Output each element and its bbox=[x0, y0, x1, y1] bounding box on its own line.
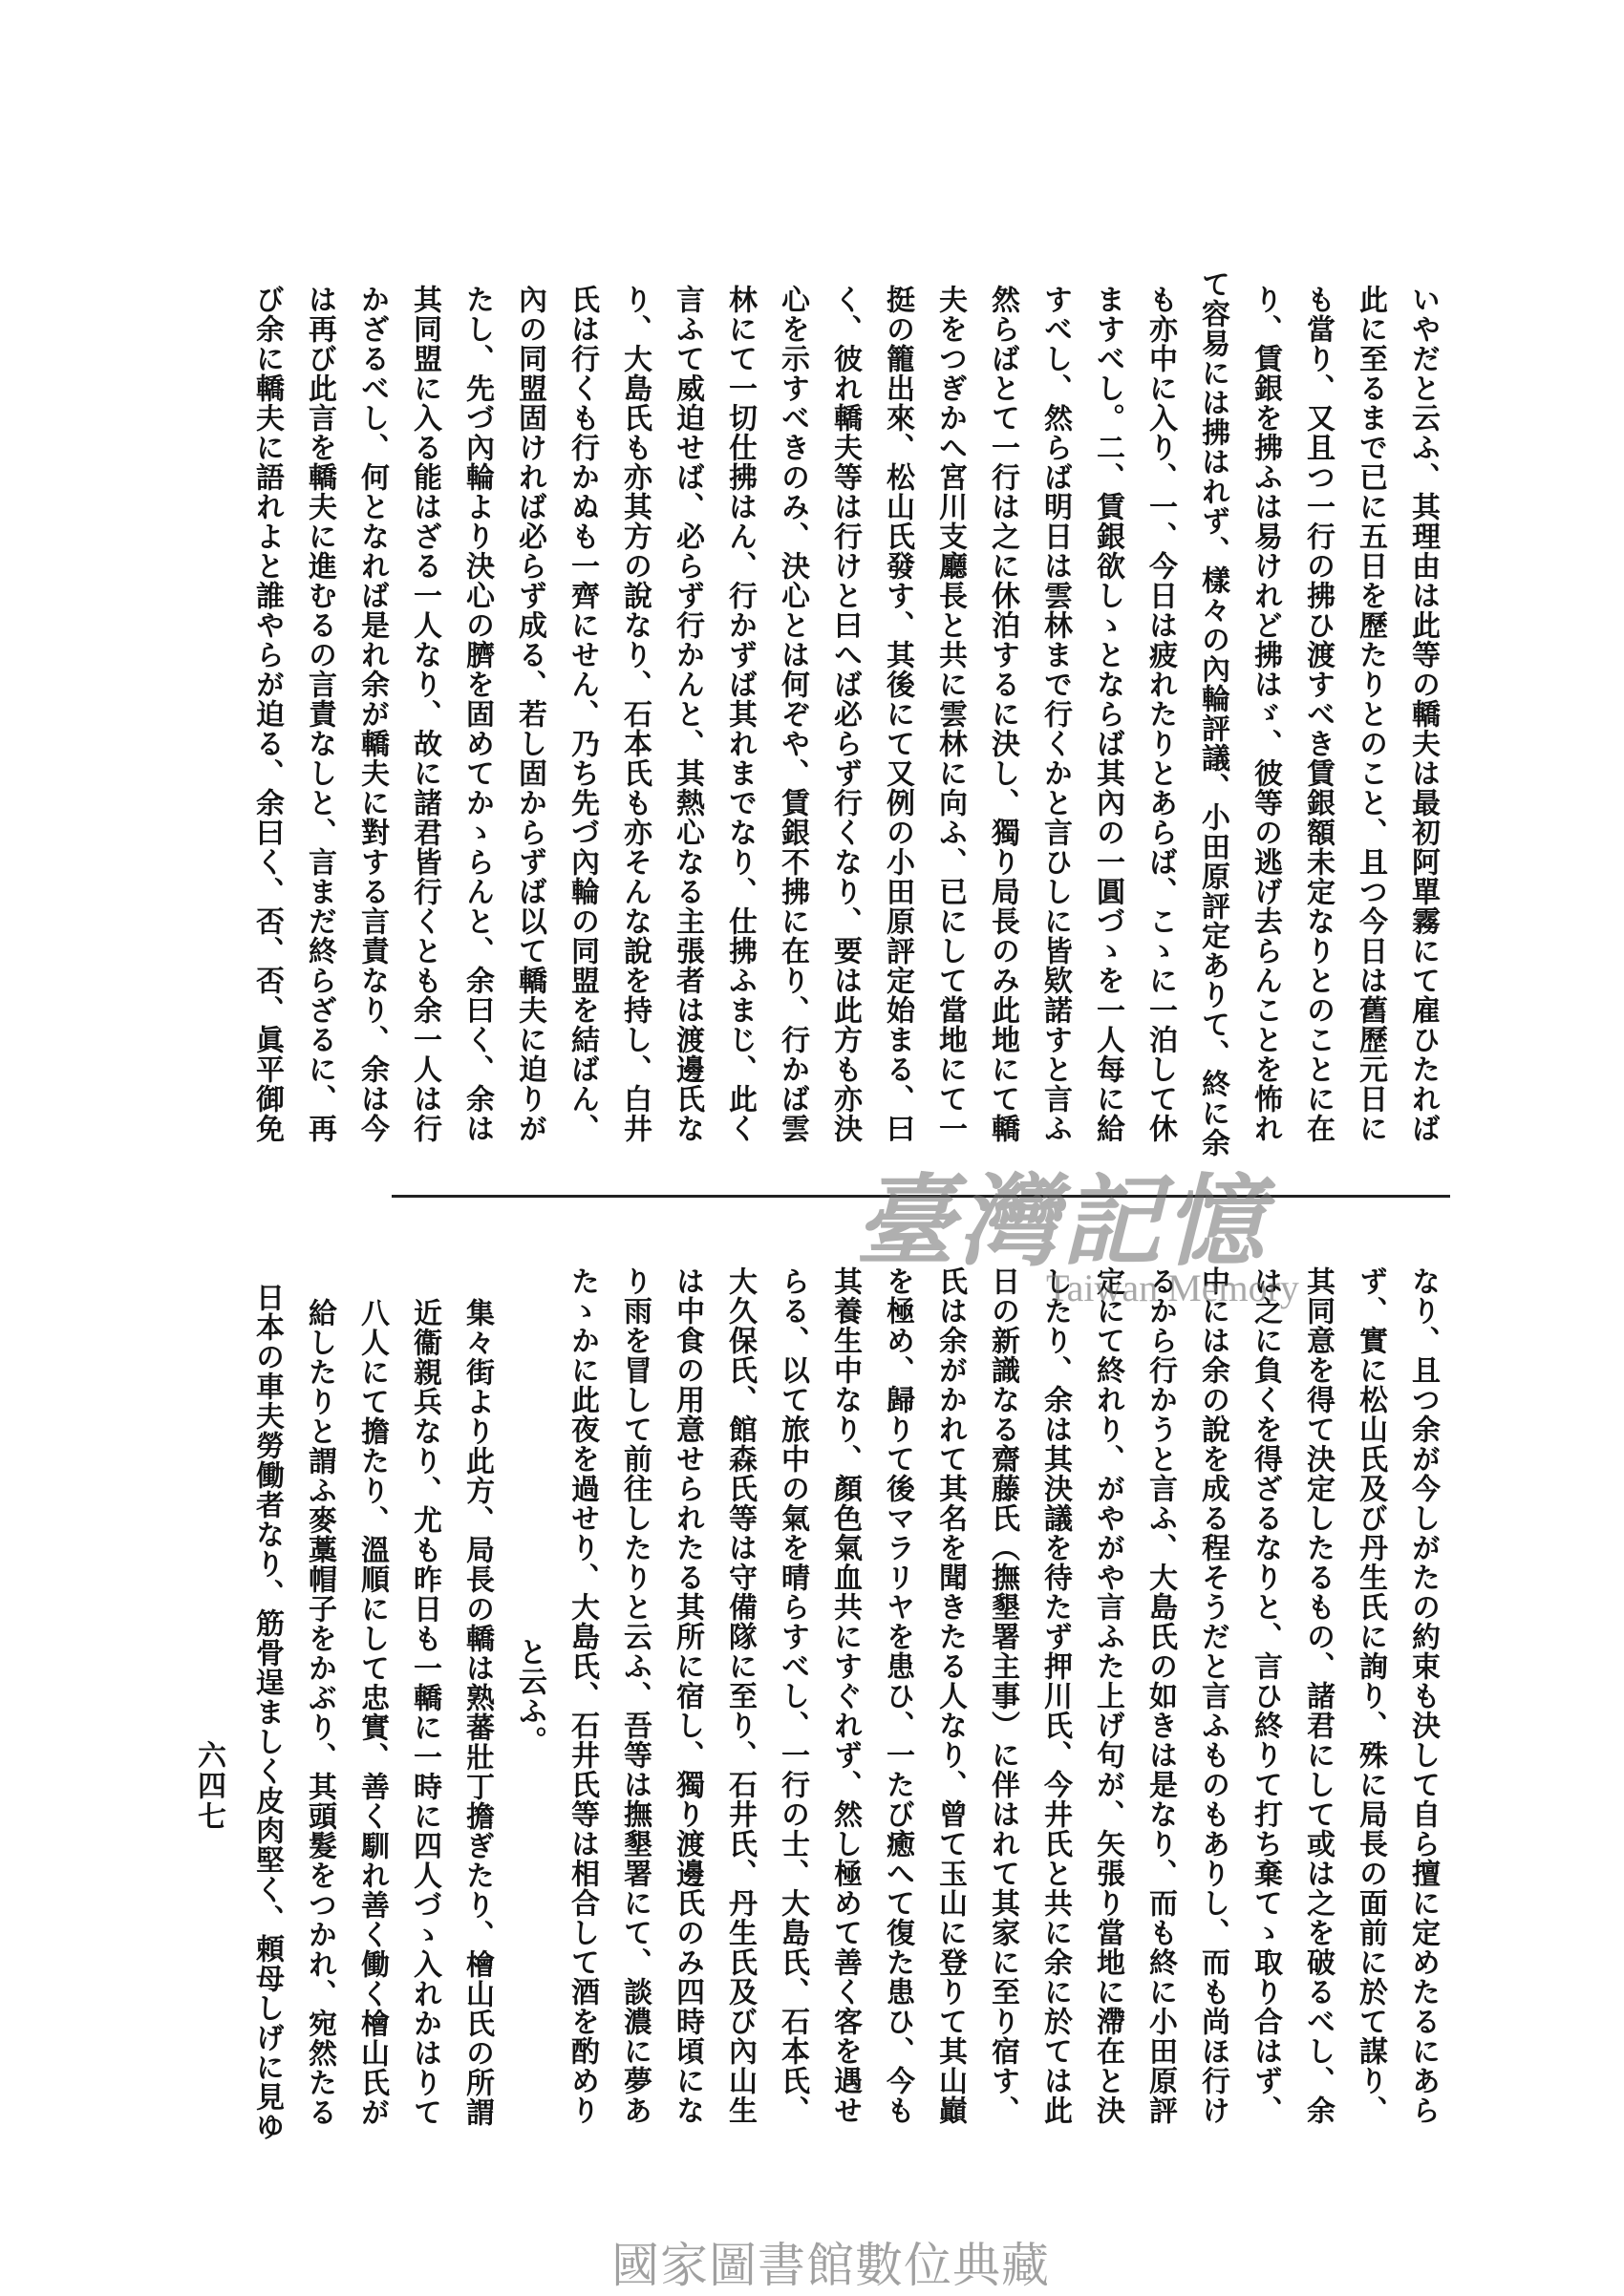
text-column: らる、以て旅中の氣を晴らすべし、一行の士、大島氏、石本氏、 bbox=[776, 1266, 809, 2125]
text-column: すべし、然らば明日は雲林まで行くかと言ひしに皆欵諾すと言ふ bbox=[1038, 284, 1072, 1143]
library-footer: 國家圖書館數位典藏 bbox=[611, 2238, 1050, 2293]
lower-text-block bbox=[241, 1230, 1449, 2161]
text-column: たし、先づ內輪より決心の臍を固めてかゝらんと、余曰く、余は bbox=[460, 284, 494, 1143]
text-column: 其養生中なり、顏色氣血共にすぐれず、然し極めて善く客を遇せ bbox=[828, 1266, 862, 2125]
text-column: 心を示すべきのみ、決心とは何ぞや、賃銀不拂に在り、行かば雲 bbox=[776, 284, 809, 1143]
text-column: 言ふて威迫せば、必らず行かんと、其熱心なる主張者は渡邊氏な bbox=[671, 284, 704, 1143]
text-column: て容易には拂はれず、樣々の內輪評議、小田原評定ありて、終に余 bbox=[1196, 269, 1229, 1158]
upper-text-block bbox=[241, 250, 1449, 1177]
text-column: 此に至るまで已に五日を歷たりとのこと、且つ今日は舊歷元日に bbox=[1354, 284, 1387, 1143]
text-column: 日本の車夫勞働者なり、筋骨逞ましく皮肉堅く、頼母しげに見ゆ bbox=[250, 1283, 284, 2141]
text-column: ますべし。二、賃銀欲しゝとならば其內の一圓づゝを一人每に給 bbox=[1091, 284, 1124, 1143]
text-column: 大久保氏、館森氏等は守備隊に至り、石井氏、丹生氏及び內山生 bbox=[723, 1266, 757, 2125]
text-column: ず、實に松山氏及び丹生氏に詢り、殊に局長の面前に於て謀り、 bbox=[1354, 1266, 1387, 2125]
text-column: も亦中に入り、一、今日は疲れたりとあらば、こゝに一泊して休 bbox=[1143, 284, 1177, 1143]
watermark-chinese: 臺灣記憶 bbox=[855, 1162, 1269, 1280]
text-column: たゝかに此夜を過せり、大島氏、石井氏等は相合して酒を酌めり bbox=[566, 1266, 599, 2125]
text-column: かざるべし、何となれば是れ余が轎夫に對する言責なり、余は今 bbox=[355, 284, 389, 1143]
text-column: 氏は行くも行かぬも一齊にせん、乃ち先づ內輪の同盟を結ばん、 bbox=[566, 284, 599, 1143]
text-column: 然らばとて一行は之に休泊するに決し、獨り局長のみ此地にて轎 bbox=[986, 284, 1019, 1143]
text-column: 內の同盟固ければ必らず成る、若し固からずば以て轎夫に迫りが bbox=[513, 284, 546, 1143]
watermark-english: Taiwan Memory bbox=[1046, 1266, 1299, 1309]
text-column: 近衞親兵なり、尤も昨日も一轎に一時に四人づゝ入れかはりて bbox=[408, 1297, 441, 2127]
text-column: は再び此言を轎夫に進むるの言責なしと、言まだ終らざるに、再 bbox=[303, 284, 336, 1143]
text-column: したり、余は其決議を待たず押川氏、今井氏と共に余に於ては此 bbox=[1038, 1266, 1072, 2125]
text-column: 林にて一切仕拂はん、行かずば其れまでなり、仕拂ふまじ、此く bbox=[723, 284, 757, 1143]
text-column: は之に負くを得ざるなりと、言ひ終りて打ち棄てゝ取り合はず、 bbox=[1249, 1266, 1282, 2125]
text-column: り、賃銀を拂ふは易けれど拂はゞ、彼等の逃げ去らんことを怖れ bbox=[1249, 284, 1282, 1143]
text-column: も當り、又且つ一行の拂ひ渡すべき賃銀額未定なりとのことに在 bbox=[1301, 284, 1335, 1143]
section-divider bbox=[392, 1195, 1450, 1198]
text-column: 中には余の說を成る程そうだと言ふものもありし、而も尚ほ行け bbox=[1196, 1266, 1229, 2125]
text-column: 日の新識なる齋藤氏（撫墾署主事）に伴はれて其家に至り宿す、 bbox=[986, 1266, 1019, 2125]
text-column: なり、且つ余が今しがたの約束も決して自ら擅に定めたるにあら bbox=[1406, 1266, 1440, 2125]
text-column: 集々街より此方、局長の轎は熟蕃壯丁擔ぎたり、檜山氏の所謂 bbox=[460, 1297, 494, 2127]
text-column: 其同意を得て決定したるもの、諸君にして或は之を破るべし、余 bbox=[1301, 1266, 1335, 2125]
text-column: 給したりと謂ふ麥藁帽子をかぶり、其頭髮をつかれ、宛然たる bbox=[303, 1297, 336, 2127]
text-column: は中食の用意せられたる其所に宿し、獨り渡邊氏のみ四時頃にな bbox=[671, 1266, 704, 2125]
text-column: 其同盟に入る能はざる一人なり、故に諸君皆行くとも余一人は行 bbox=[408, 284, 441, 1143]
text-column: 八人にて擔たり、溫順にして忠實、善く馴れ善く働く檜山氏が bbox=[355, 1297, 389, 2127]
text-column: 挺の籠出來、松山氏發す、其後にて又例の小田原評定始まる、曰 bbox=[881, 284, 914, 1143]
text-column: び余に轎夫に語れよと誰やらが迫る、余曰く、否、否、眞平御免 bbox=[250, 284, 284, 1143]
text-column: を極め、歸りて後マラリヤを患ひ、一たび癒へて復た患ひ、今も bbox=[881, 1266, 914, 2125]
text-column: 夫をつぎかへ宮川支廳長と共に雲林に向ふ、已にして當地にて一 bbox=[933, 284, 967, 1143]
text-column: 定にて終れり、がやがや言ふた上げ句が、矢張り當地に滯在と決 bbox=[1091, 1266, 1124, 2125]
text-column: り雨を冒して前往したりと云ふ、吾等は撫墾署にて、談濃に夢あ bbox=[618, 1266, 652, 2125]
page-number: 六四七 bbox=[192, 1740, 225, 1832]
text-column: るから行かうと言ふ、大島氏の如きは是なり、而も終に小田原評 bbox=[1143, 1266, 1177, 2125]
text-column: と云ふ。 bbox=[513, 1636, 546, 1755]
text-column: 氏は余がかれて其名を聞きたる人なり、曾て玉山に登りて其山巓 bbox=[933, 1266, 967, 2125]
text-column: り、大島氏も亦其方の說なり、石本氏も亦そんな說を持し、白井 bbox=[618, 284, 652, 1143]
text-column: いやだと云ふ、其理由は此等の轎夫は最初阿單霧にて雇ひたれば bbox=[1406, 284, 1440, 1143]
text-column: く、彼れ轎夫等は行けと曰へば必らず行くなり、要は此方も亦決 bbox=[828, 284, 862, 1143]
